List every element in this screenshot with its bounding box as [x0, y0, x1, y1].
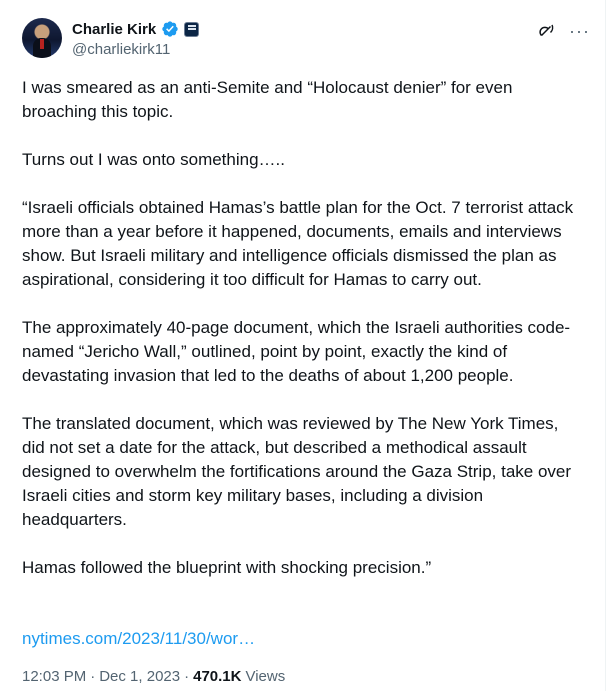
meta-separator: ·	[90, 668, 96, 685]
views-count: 470.1K	[193, 668, 242, 685]
author-name[interactable]: Charlie Kirk	[72, 20, 157, 38]
tweet-paragraph: “Israeli officials obtained Hamas’s battle plan for the Oct. 7 terrorist attack more than a year before it happened, documents, emails and interviews show. But Israeli military and intelligence officials dismissed the plan as aspirational, considering it too difficult for Hamas to carry out.	[22, 198, 574, 289]
avatar[interactable]	[22, 18, 62, 58]
tweet-text	[22, 76, 582, 604]
tweet-paragraph: I was smeared as an anti-Semite and “Holocaust denier” for even broaching this topic.	[22, 78, 513, 121]
author-handle[interactable]: @charliekirk11	[72, 41, 171, 58]
tweet-paragraph: The approximately 40-page document, which the Israeli authorities code-named “Jericho Wall,” outlined, point by point, exactly the kind of devastating invasion that led to the deaths of about 1,200 people.	[22, 318, 571, 385]
tweet-meta	[22, 668, 285, 685]
tweet-paragraph: Turns out I was onto something…..	[22, 150, 285, 169]
name-row	[72, 19, 199, 39]
grok-icon[interactable]	[537, 22, 555, 40]
views-label: Views	[245, 668, 286, 685]
tweet-paragraph: The translated document, which was reviewed by The New York Times, did not set a date for the attack, but described a methodical assault designed to overwhelm the fortifications around the Gaza Strip, take over Israeli cities and storm key military bases, including a division headquarters.	[22, 414, 572, 529]
more-icon[interactable]: ···	[569, 21, 590, 41]
article-link[interactable]: nytimes.com/2023/11/30/wor…	[22, 629, 256, 648]
affiliate-badge-icon[interactable]	[184, 22, 199, 37]
meta-separator: ·	[184, 668, 190, 685]
tweet-paragraph: Hamas followed the blueprint with shocking precision.”	[22, 558, 432, 577]
post-date[interactable]: Dec 1, 2023	[99, 668, 181, 685]
header-actions	[537, 22, 590, 40]
verified-badge-icon[interactable]	[161, 20, 179, 38]
post-time[interactable]: 12:03 PM	[22, 668, 87, 685]
avatar-tie	[40, 39, 44, 49]
tweet-header	[22, 18, 592, 62]
